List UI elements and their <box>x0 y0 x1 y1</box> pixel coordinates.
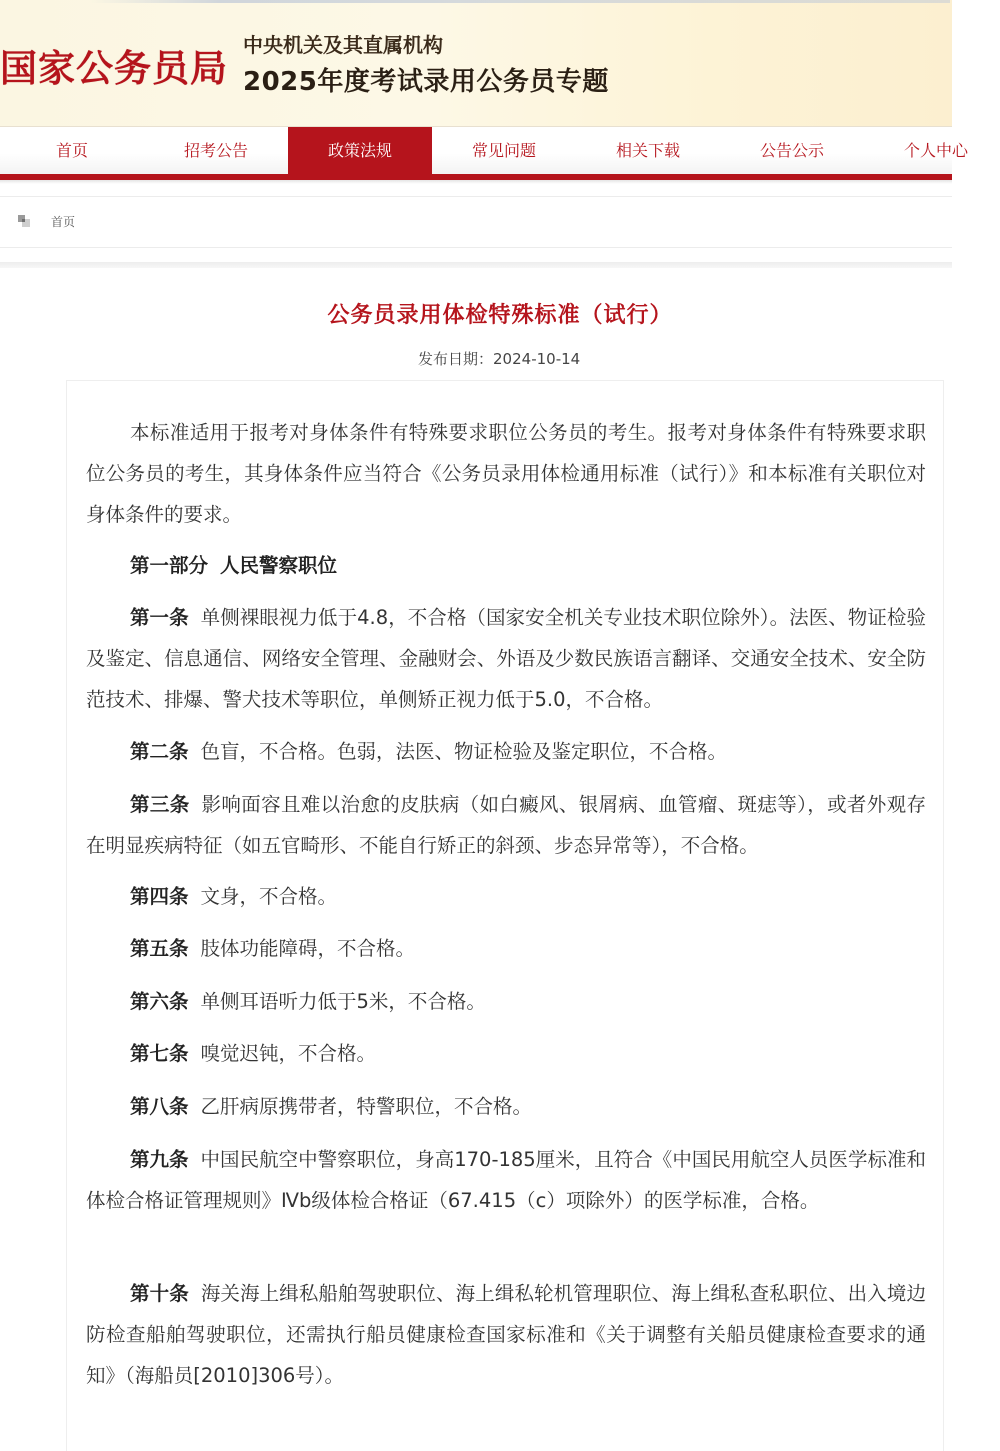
article-clause <box>86 597 926 720</box>
clause-label: 第八条 <box>130 1095 189 1118</box>
section-number: 第一部分 <box>130 554 209 577</box>
header-title: 2025年度考试录用公务员专题 <box>243 67 609 97</box>
clause-text: 乙肝病原携带者，特警职位，不合格。 <box>200 1095 533 1118</box>
header-subtitle: 中央机关及其直属机构 <box>243 33 443 57</box>
clause-text: 文身，不合格。 <box>200 885 338 908</box>
home-icon <box>17 214 31 228</box>
section-title: 人民警察职位 <box>220 554 338 577</box>
nav-item-recruitment-notice[interactable]: 招考公告 <box>183 141 248 160</box>
clause-text: 海关海上缉私船舶驾驶职位、海上缉私轮机管理职位、海上缉私查私职位、出入境边防检查船舶驾驶职位，还需执行船员健康检查国家标准和《关于调整有关船员健康检查要求的通知》（海船员[2010]306号）。 <box>86 1282 926 1387</box>
clause-label: 第九条 <box>130 1148 189 1171</box>
article-clause <box>86 981 926 1022</box>
article-clause <box>86 784 926 866</box>
article-clause <box>86 1033 926 1074</box>
breadcrumb <box>0 196 952 248</box>
section-heading <box>130 550 337 578</box>
clause-text: 单侧耳语听力低于5米，不合格。 <box>200 990 486 1013</box>
nav-item-personal-center[interactable]: 个人中心 <box>904 141 969 160</box>
nav-item-faq[interactable]: 常见问题 <box>471 141 536 160</box>
clause-text: 嗅觉迟钝，不合格。 <box>200 1042 377 1065</box>
clause-label: 第五条 <box>130 937 189 960</box>
clause-label: 第二条 <box>130 740 189 763</box>
publish-date <box>418 348 580 369</box>
clause-text: 中国民航空中警察职位，身高170-185厘米，且符合《中国民用航空人员医学标准和体检合格证管理规则》Ⅳb级体检合格证（67.415（c）项除外）的医学标准，合格。 <box>86 1148 926 1212</box>
header-top-line <box>90 0 950 3</box>
clause-text: 影响面容且难以治愈的皮肤病（如白癜风、银屑病、血管瘤、斑痣等），或者外观存在明显疾病特征（如五官畸形、不能自行矫正的斜颈、步态异常等），不合格。 <box>86 793 926 857</box>
clause-text: 色盲，不合格。色弱，法医、物证检验及鉴定职位，不合格。 <box>200 740 728 763</box>
article-clause <box>86 928 926 969</box>
article-clause <box>86 731 926 772</box>
clause-label: 第六条 <box>130 990 189 1013</box>
site-logo-text[interactable]: 国家公务员局 <box>0 47 228 90</box>
article-clause <box>86 876 926 917</box>
clause-text: 肢体功能障碍，不合格。 <box>200 937 416 960</box>
article-clause <box>86 1273 926 1396</box>
site-header <box>0 0 952 126</box>
main-nav <box>0 126 969 175</box>
clause-label: 第一条 <box>130 606 189 629</box>
nav-item-downloads[interactable]: 相关下载 <box>615 141 680 160</box>
content-divider <box>0 262 952 268</box>
article-clause <box>86 1139 926 1221</box>
publish-date-value: 2024-10-14 <box>493 350 581 368</box>
clause-text: 单侧裸眼视力低于4.8，不合格（国家安全机关专业技术职位除外）。法医、物证检验及鉴定、信息通信、网络安全管理、金融财会、外语及少数民族语言翻译、交通安全技术、安全防范技术、排爆、警犬技术等职位，单侧矫正视力低于5.0，不合格。 <box>86 606 926 711</box>
publish-date-label: 发布日期： <box>418 350 494 368</box>
article-title: 公务员录用体检特殊标准（试行） <box>327 303 673 328</box>
nav-item-announcements[interactable]: 公告公示 <box>759 141 824 160</box>
breadcrumb-home-link[interactable]: 首页 <box>51 215 76 229</box>
article-intro: 本标准适用于报考对身体条件有特殊要求职位公务员的考生。报考对身体条件有特殊要求职位公务员的考生，其身体条件应当符合《公务员录用体检通用标准（试行）》和本标准有关职位对身体条件的要求。 <box>86 421 926 526</box>
article-clause <box>86 1086 926 1127</box>
clause-label: 第十条 <box>130 1282 189 1305</box>
clause-label: 第三条 <box>130 793 190 816</box>
nav-item-home[interactable]: 首页 <box>55 141 88 160</box>
nav-item-policies[interactable]: 政策法规 <box>288 127 432 175</box>
nav-shadow <box>0 180 952 184</box>
clause-label: 第四条 <box>130 885 189 908</box>
clause-label: 第七条 <box>130 1042 189 1065</box>
